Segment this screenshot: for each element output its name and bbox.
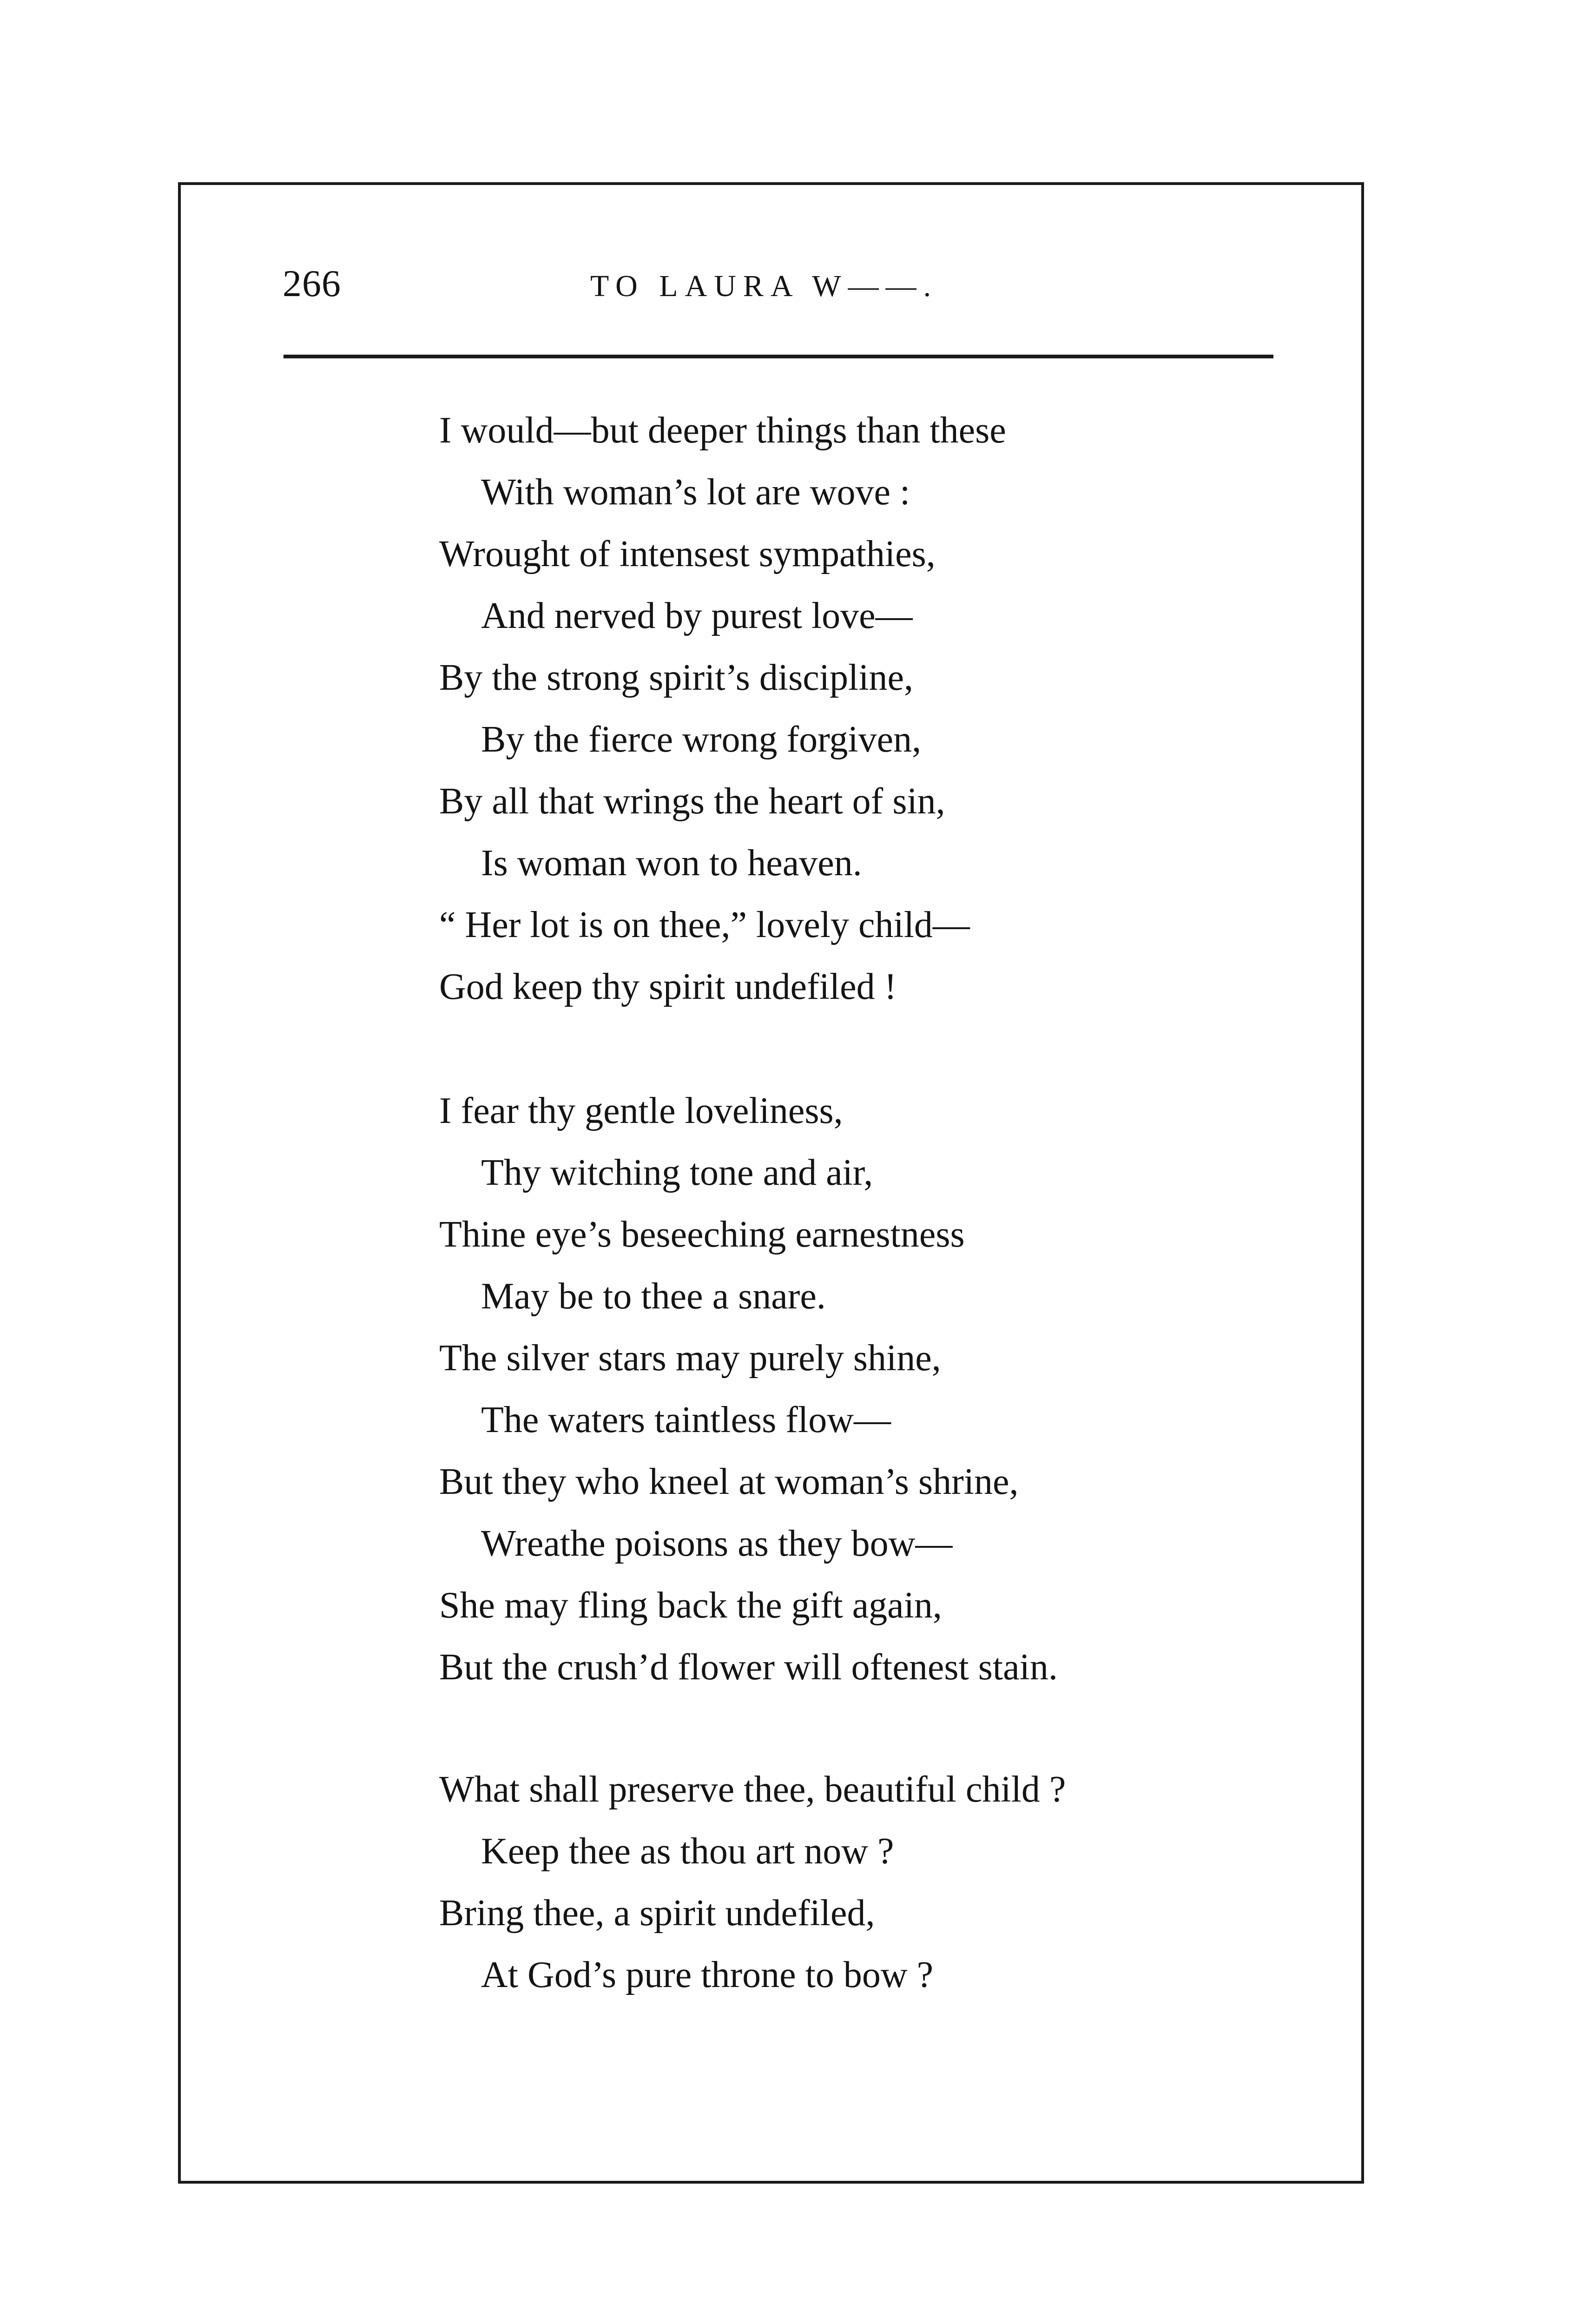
verse-line: Wreathe poisons as they bow— bbox=[481, 1523, 953, 1564]
verse-line: Bring thee, a spirit undefiled, bbox=[439, 1893, 875, 1934]
verse-line: By all that wrings the heart of sin, bbox=[439, 781, 945, 822]
verse-line: I would—but deeper things than these bbox=[439, 410, 1006, 451]
running-title: TO LAURA W——. bbox=[590, 269, 938, 303]
verse-line: By the strong spirit’s discipline, bbox=[439, 657, 913, 698]
verse-line: Is woman won to heaven. bbox=[481, 843, 862, 884]
verse-line: God keep thy spirit undefiled ! bbox=[439, 966, 897, 1007]
verse-line: The silver stars may purely shine, bbox=[439, 1338, 941, 1379]
verse-line: Thine eye’s beseeching earnestness bbox=[439, 1214, 965, 1255]
verse-line: With woman’s lot are wove : bbox=[481, 472, 910, 513]
verse-line: The waters taintless flow— bbox=[481, 1400, 891, 1440]
verse-line: But they who kneel at woman’s shrine, bbox=[439, 1461, 1019, 1502]
verse-line: But the crush’d flower will oftenest stain. bbox=[439, 1647, 1058, 1688]
verse-line: Thy witching tone and air, bbox=[481, 1152, 873, 1193]
verse-line: And nerved by purest love— bbox=[481, 595, 913, 636]
header-rule bbox=[283, 355, 1273, 358]
verse-line: She may fling back the gift again, bbox=[439, 1585, 942, 1626]
verse-line: At God’s pure throne to bow ? bbox=[481, 1954, 934, 1995]
page-number: 266 bbox=[283, 262, 341, 304]
verse-line: May be to thee a snare. bbox=[481, 1276, 826, 1317]
verse-line: Keep thee as thou art now ? bbox=[481, 1831, 894, 1872]
verse-line: What shall preserve thee, beautiful child ? bbox=[439, 1769, 1066, 1810]
verse-line: “ Her lot is on thee,” lovely child— bbox=[439, 905, 970, 945]
verse-line: By the fierce wrong forgiven, bbox=[481, 719, 922, 760]
verse-line: Wrought of intensest sympathies, bbox=[439, 534, 936, 574]
verse-line: I fear thy gentle loveliness, bbox=[439, 1090, 843, 1131]
